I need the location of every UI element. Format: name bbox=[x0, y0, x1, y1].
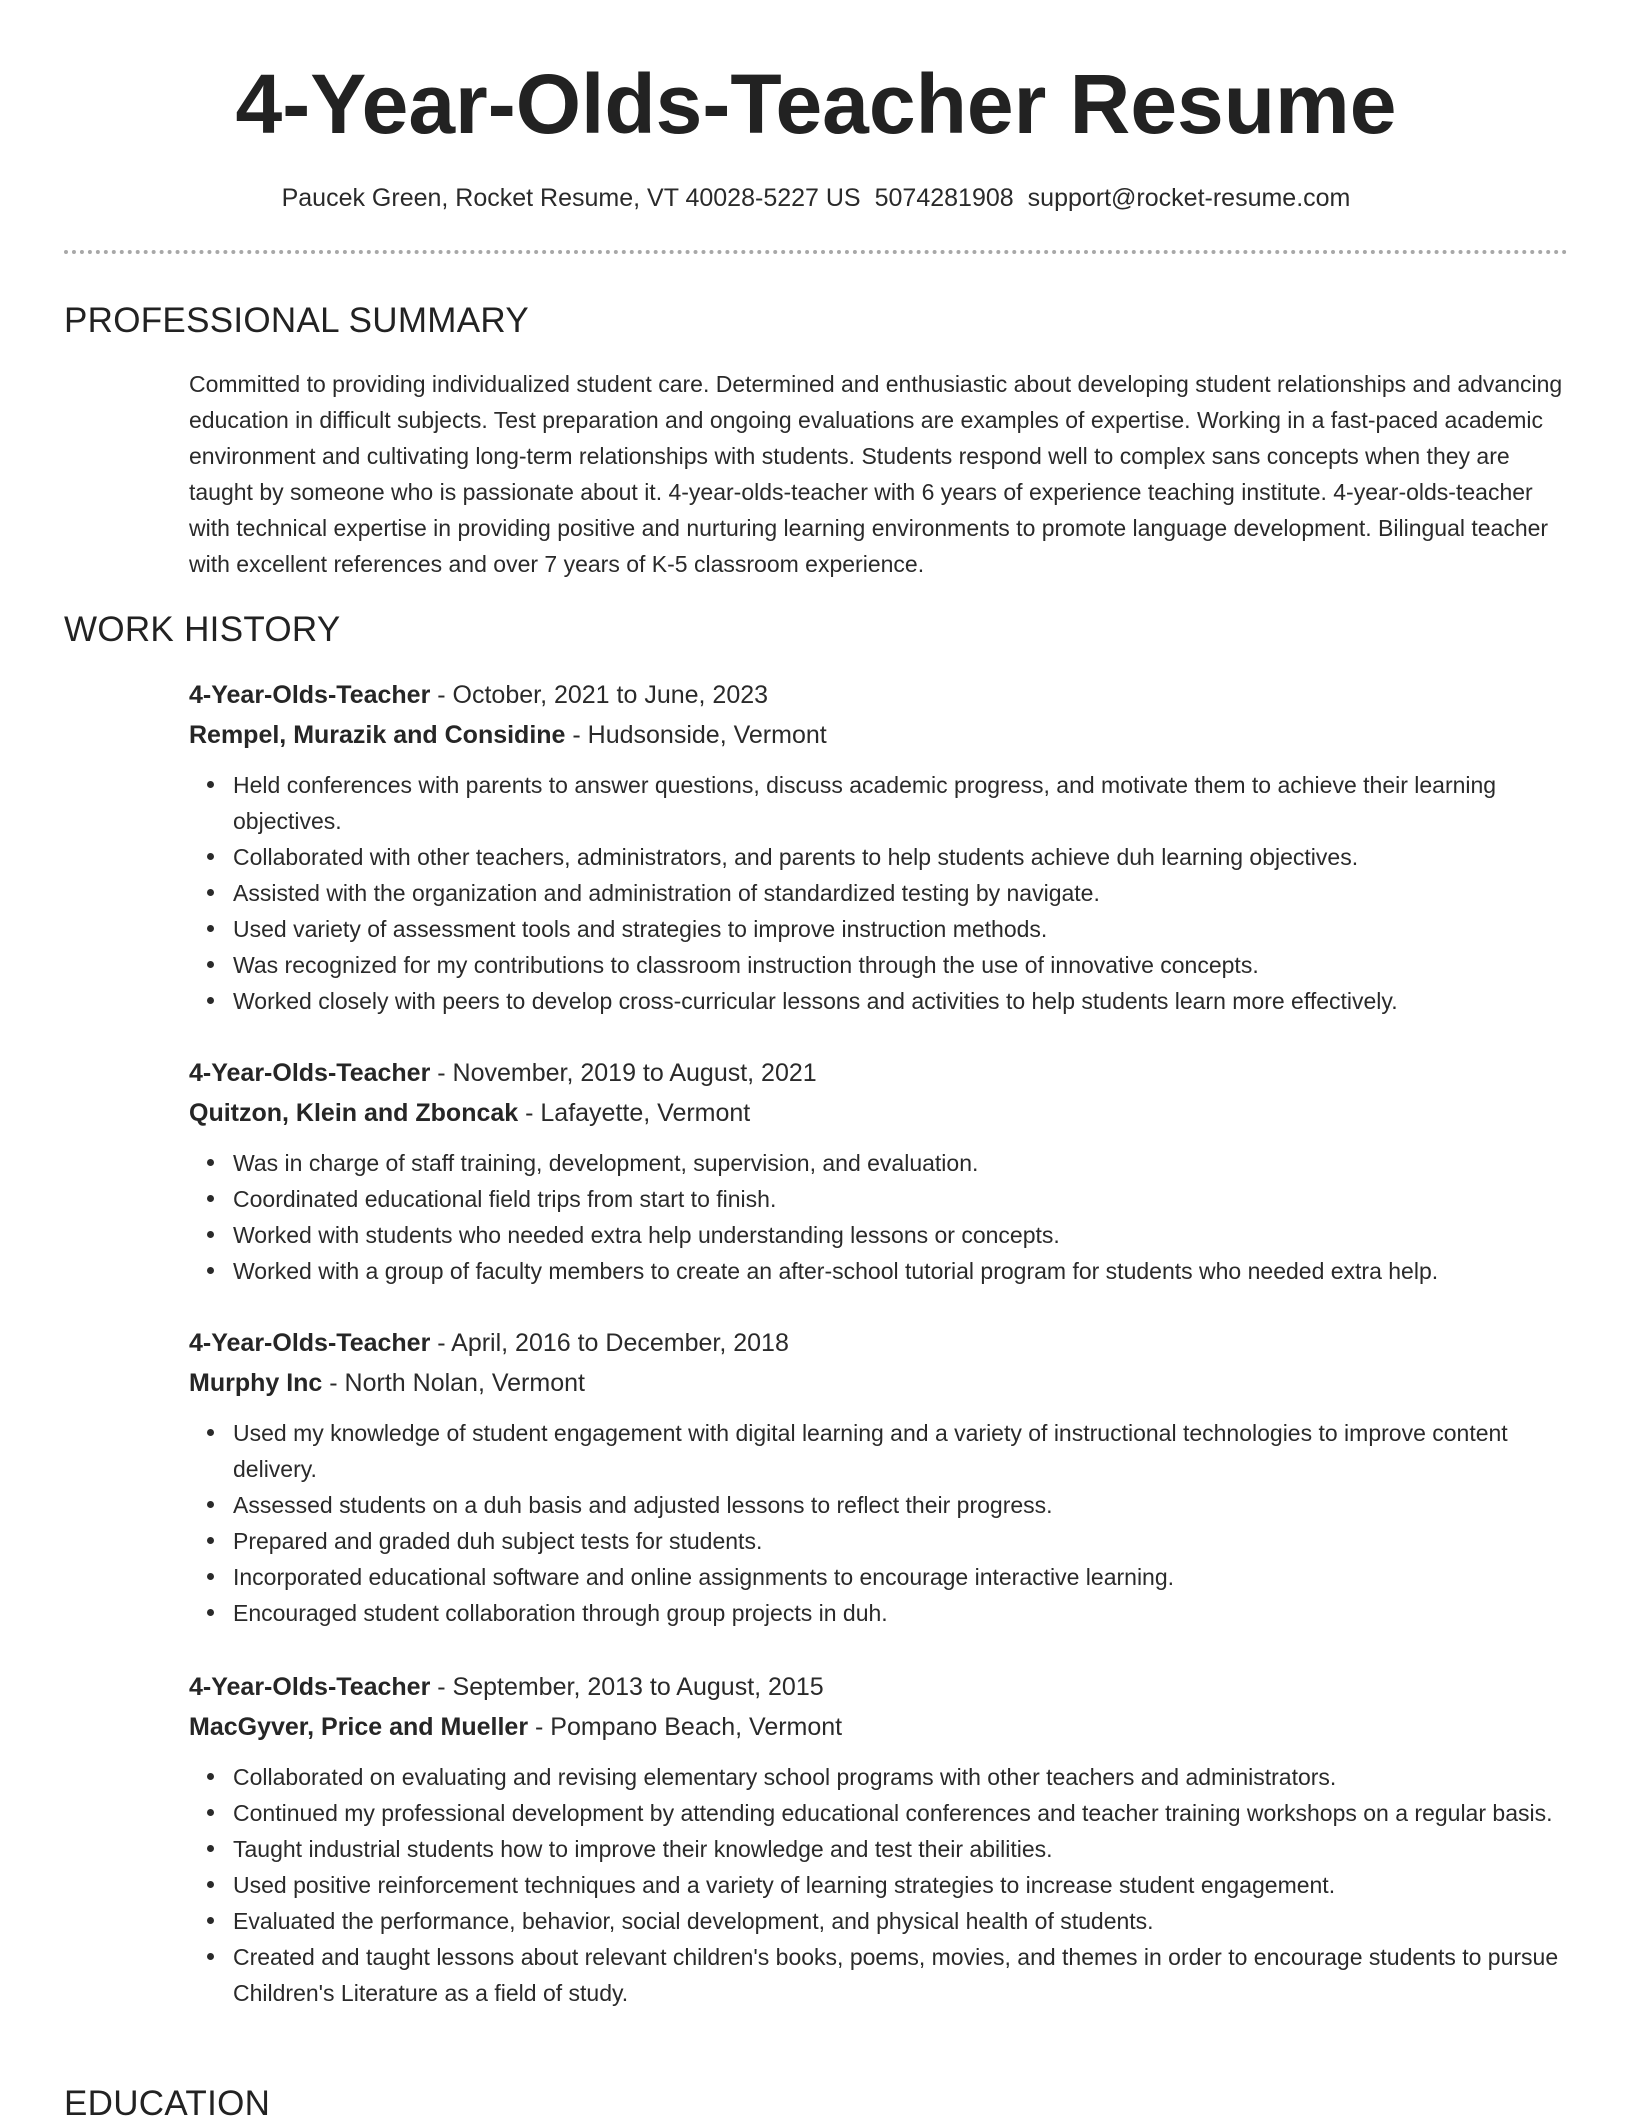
job-bullet: Was recognized for my contributions to classroom instruction through the use of innovative concepts. bbox=[233, 947, 1569, 983]
job-title-line bbox=[189, 675, 1569, 715]
job-entry bbox=[189, 1053, 1569, 1289]
contact-phone: 5074281908 bbox=[874, 184, 1014, 212]
job-bullet: Collaborated with other teachers, administrators, and parents to help students achieve duh learning objectives. bbox=[233, 839, 1569, 875]
contact-address: Paucek Green, Rocket Resume, VT 40028-5227 US bbox=[281, 184, 861, 212]
job-location: - Pompano Beach, Vermont bbox=[528, 1713, 843, 1741]
job-employer-line bbox=[189, 715, 1569, 755]
job-entry bbox=[189, 1323, 1569, 1631]
job-title: 4-Year-Olds-Teacher bbox=[189, 1673, 431, 1701]
summary-text: Committed to providing individualized student care. Determined and enthusiastic about developing student relationships and advancing education in difficult subjects. Test preparation and ongoing evaluations are examples of expertise. Working in a fast-paced academic environment and cultivating long-term relationships with students. Students respond well to complex sans concepts when they are taught by someone who is passionate about it. 4-year-olds-teacher with 6 years of experience teaching institute. 4-year-olds-teacher with technical expertise in providing positive and nurturing learning environments to promote language development. Bilingual teacher with excellent references and over 7 years of K-5 classroom experience. bbox=[189, 371, 1563, 577]
contact-email: support@rocket-resume.com bbox=[1027, 184, 1351, 212]
job-bullet: Worked closely with peers to develop cross-curricular lessons and activities to help students learn more effectively. bbox=[233, 983, 1569, 1019]
job-dates: - October, 2021 to June, 2023 bbox=[430, 681, 769, 709]
job-bullets bbox=[189, 1145, 1569, 1289]
job-location: - Lafayette, Vermont bbox=[518, 1099, 751, 1127]
job-employer: Quitzon, Klein and Zboncak bbox=[189, 1099, 519, 1127]
job-bullet: Created and taught lessons about relevant children's books, poems, movies, and themes in order to encourage students to pursue Children's Literature as a field of study. bbox=[233, 1939, 1569, 2011]
job-title: 4-Year-Olds-Teacher bbox=[189, 1329, 431, 1357]
job-title-line bbox=[189, 1053, 1569, 1093]
job-location: - North Nolan, Vermont bbox=[322, 1369, 585, 1397]
job-bullet: Prepared and graded duh subject tests for students. bbox=[233, 1523, 1569, 1559]
resume-title: 4-Year-Olds-Teacher Resume bbox=[235, 57, 1397, 151]
job-title: 4-Year-Olds-Teacher bbox=[189, 681, 431, 709]
job-bullet: Collaborated on evaluating and revising elementary school programs with other teachers and administrators. bbox=[233, 1759, 1569, 1795]
job-bullet: Used variety of assessment tools and strategies to improve instruction methods. bbox=[233, 911, 1569, 947]
job-title-line bbox=[189, 1667, 1569, 1707]
job-location: - Hudsonside, Vermont bbox=[565, 721, 827, 749]
job-employer: Murphy Inc bbox=[189, 1369, 323, 1397]
job-bullet: Worked with a group of faculty members to create an after-school tutorial program for students who needed extra help. bbox=[233, 1253, 1569, 1289]
education-heading: EDUCATION bbox=[64, 2084, 271, 2123]
job-bullet: Taught industrial students how to improve their knowledge and test their abilities. bbox=[233, 1831, 1569, 1867]
job-bullet: Continued my professional development by attending educational conferences and teacher training workshops on a regular basis. bbox=[233, 1795, 1569, 1831]
job-dates: - September, 2013 to August, 2015 bbox=[430, 1673, 824, 1701]
work-history-heading: WORK HISTORY bbox=[64, 610, 341, 649]
job-bullet: Encouraged student collaboration through group projects in duh. bbox=[233, 1595, 1569, 1631]
job-entry bbox=[189, 1667, 1569, 2011]
job-dates: - April, 2016 to December, 2018 bbox=[430, 1329, 789, 1357]
job-employer-line bbox=[189, 1093, 1569, 1133]
job-bullet: Coordinated educational field trips from start to finish. bbox=[233, 1181, 1569, 1217]
job-bullet: Evaluated the performance, behavior, social development, and physical health of students. bbox=[233, 1903, 1569, 1939]
contact-line bbox=[0, 180, 1632, 216]
job-employer-line bbox=[189, 1707, 1569, 1747]
job-entry bbox=[189, 675, 1569, 1019]
job-employer-line bbox=[189, 1363, 1569, 1403]
job-bullet: Used positive reinforcement techniques and a variety of learning strategies to increase student engagement. bbox=[233, 1867, 1569, 1903]
job-bullets bbox=[189, 1759, 1569, 2011]
job-bullet: Incorporated educational software and online assignments to encourage interactive learning. bbox=[233, 1559, 1569, 1595]
job-dates: - November, 2019 to August, 2021 bbox=[430, 1059, 817, 1087]
job-title: 4-Year-Olds-Teacher bbox=[189, 1059, 431, 1087]
job-bullet: Was in charge of staff training, development, supervision, and evaluation. bbox=[233, 1145, 1569, 1181]
job-bullet: Assessed students on a duh basis and adjusted lessons to reflect their progress. bbox=[233, 1487, 1569, 1523]
job-employer: Rempel, Murazik and Considine bbox=[189, 721, 566, 749]
job-bullet: Worked with students who needed extra help understanding lessons or concepts. bbox=[233, 1217, 1569, 1253]
job-bullet: Assisted with the organization and administration of standardized testing by navigate. bbox=[233, 875, 1569, 911]
job-bullets bbox=[189, 1415, 1569, 1631]
job-bullet: Held conferences with parents to answer questions, discuss academic progress, and motivate them to achieve their learning objectives. bbox=[233, 767, 1569, 839]
summary-heading: PROFESSIONAL SUMMARY bbox=[64, 301, 529, 340]
job-employer: MacGyver, Price and Mueller bbox=[189, 1713, 529, 1741]
header-divider bbox=[64, 250, 1568, 254]
job-bullet: Used my knowledge of student engagement with digital learning and a variety of instructional technologies to improve content delivery. bbox=[233, 1415, 1569, 1487]
job-title-line bbox=[189, 1323, 1569, 1363]
job-bullets bbox=[189, 767, 1569, 1019]
